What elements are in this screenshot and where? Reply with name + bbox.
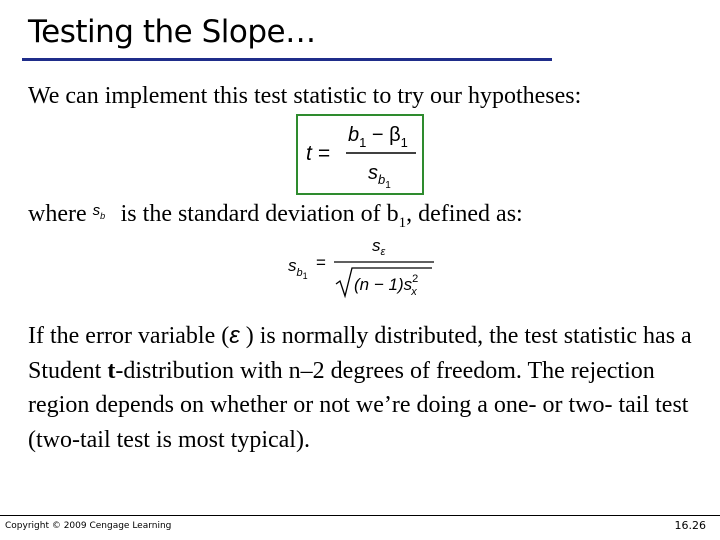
where-word: where xyxy=(28,201,87,227)
formula2-denominator: $(n - 1)s^2$ x xyxy=(354,273,419,298)
title-underline xyxy=(22,58,552,61)
explanation-paragraph: If the error variable (ε ) is normally distributed, the test statistic has a Student t-distribution with n–2 degrees of freedom. The rejection region depends on whether or not we’re doing a one- or two- tail test (two-tail test is most typical). xyxy=(28,322,692,453)
formula1-denominator: $s_{b1}$ xyxy=(368,162,391,191)
inline-sb1-symbol: $s_b$ xyxy=(92,202,106,221)
slide-title: Testing the Slope… xyxy=(28,14,316,50)
test-statistic-svg xyxy=(298,116,422,193)
where-desc: is the standard deviation of b xyxy=(114,201,399,227)
footer-divider xyxy=(0,515,720,516)
epsilon-symbol: ε xyxy=(229,322,240,349)
intro-text: We can implement this test statistic to try our hypotheses: xyxy=(28,83,582,109)
bold-t: t xyxy=(107,357,116,384)
where-line xyxy=(28,197,523,240)
std-dev-svg xyxy=(284,234,444,300)
where-sub: 1 xyxy=(398,214,407,231)
std-dev-formula xyxy=(284,234,444,300)
formula2-lhs: $s_b1$ xyxy=(288,256,308,281)
formula1-numerator: $b_1 - \beta_1$ xyxy=(348,124,408,150)
formula1-lhs: t = xyxy=(306,142,330,165)
formula2-equals: = xyxy=(316,253,326,272)
where-desc-end: , defined as: xyxy=(406,201,523,227)
copyright-text: Copyright © 2009 Cengage Learning xyxy=(5,521,172,531)
test-statistic-formula xyxy=(296,114,424,195)
formula2-numerator: $s_\varepsilon$ xyxy=(372,236,386,258)
page-number: 16.26 xyxy=(674,519,706,532)
